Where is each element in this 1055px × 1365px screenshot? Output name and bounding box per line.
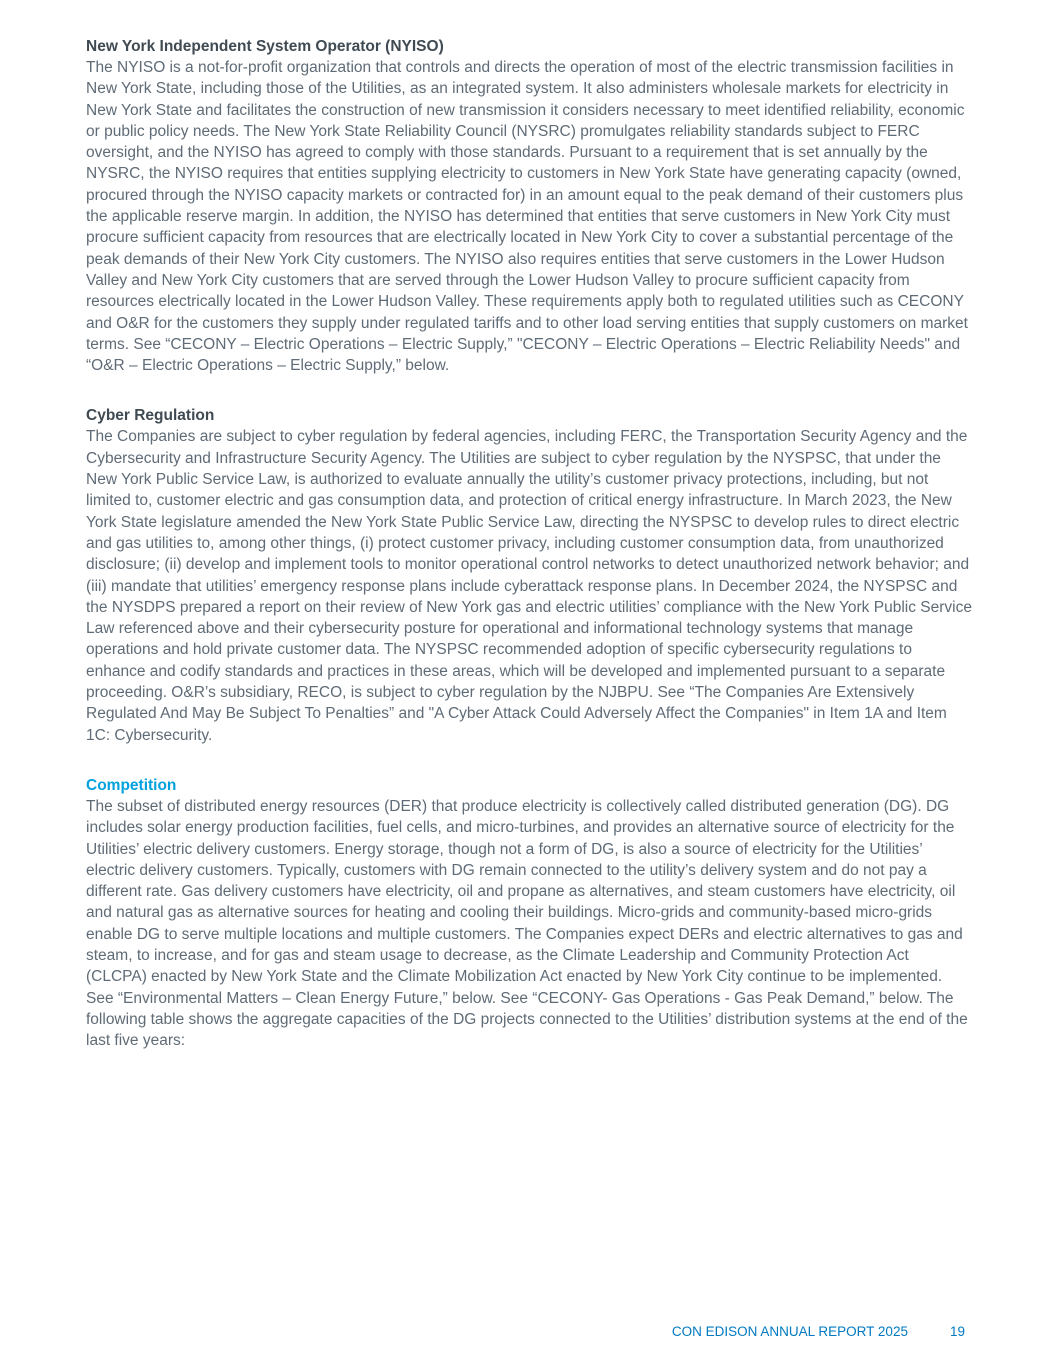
section-body-cyber-regulation: The Companies are subject to cyber regulation by federal agencies, including FERC, the Transportation Security Agency and the Cybersecurity and Infrastructure Security Agency. The Utilities are subject to cyber regulation by the NYSPSC, that under the New York Public Service Law, is authorized to evaluate annually the utility’s customer privacy protections, including, but not limited to, customer electric and gas consumption data, and protection of critical energy infrastructure. In March 2023, the New York State legislature amended the New York State Public Service Law, directing the NYSPSC to develop rules to direct electric and gas utilities to, among other things, (i) protect customer privacy, including customer consumption data, from unauthorized disclosure; (ii) develop and implement tools to monitor operational control networks to detect unauthorized network behavior; and (iii) mandate that utilities’ emergency response plans include cyberattack response plans. In December 2024, the NYSPSC and the NYSDPS prepared a report on their review of New York gas and electric utilities’ compliance with the New York Public Service Law referenced above and their cybersecurity posture for operational and informational technology systems that manage operations and hold private customer data. The NYSPSC recommended adoption of specific cybersecurity regulations to enhance and codify standards and practices in these areas, which will be developed and implemented pursuant to a separate proceeding. O&R’s subsidiary, RECO, is subject to cyber regulation by the NJBPU. See “The Companies Are Extensively Regulated And May Be Subject To Penalties” and "A Cyber Attack Could Adversely Affect the Companies" in Item 1A and Item 1C: Cybersecurity. [86, 428, 972, 744]
document-page [86, 36, 972, 1080]
page-number: 19 [949, 1324, 965, 1339]
section-body-competition: The subset of distributed energy resources (DER) that produce electricity is collectively called distributed generation (DG). DG includes solar energy production facilities, fuel cells, and micro-turbines, and provides an alternative source of electricity for the Utilities’ electric delivery customers. Energy storage, though not a form of DG, is also a source of electricity for the Utilities’ electric delivery customers. Typically, customers with DG remain connected to the utility’s delivery system and do not pay a different rate. Gas delivery customers have electricity, oil and propane as alternatives, and steam customers have electricity, oil and natural gas as alternative sources for heating and cooling their buildings. Micro-grids and community-based micro-grids enable DG to serve multiple locations and multiple customers. The Companies expect DERs and electric alternatives to gas and steam, to increase, and for gas and steam usage to decrease, as the Climate Leadership and Community Protection Act (CLCPA) enacted by New York State and the Climate Mobilization Act enacted by New York City continue to be implemented. See “Environmental Matters – Clean Energy Future,” below. See “CECONY- Gas Operations - Gas Peak Demand,” below. The following table shows the aggregate capacities of the DG projects connected to the Utilities’ distribution systems at the end of the last five years: [86, 797, 968, 1050]
section-heading-cyber-regulation: Cyber Regulation [86, 407, 215, 425]
section-heading-competition: Competition [86, 776, 177, 794]
report-title: CON EDISON ANNUAL REPORT 2025 [671, 1324, 908, 1339]
section-nyiso [86, 36, 972, 376]
section-heading-nyiso: New York Independent System Operator (NYISO) [86, 38, 444, 55]
section-body-nyiso: The NYISO is a not-for-profit organization that controls and directs the operation of most of the electric transmission facilities in New York State, including those of the Utilities, as an integrated system. It also administers wholesale markets for electricity in New York State and facilitates the construction of new transmission it considers necessary to meet identified reliability, economic or public policy needs. The New York State Reliability Council (NYSRC) promulgates reliability standards subject to FERC oversight, and the NYISO has agreed to comply with those standards. Pursuant to a requirement that is set annually by the NYSRC, the NYISO requires that entities supplying electricity to customers in New York State have generating capacity (owned, procured through the NYISO capacity markets or contracted for) in an amount equal to the peak demand of their customers plus the applicable reserve margin. In addition, the NYISO has determined that entities that serve customers in New York City must procure sufficient capacity from resources that are electrically located in New York City to cover a substantial percentage of the peak demands of their New York City customers. The NYISO also requires entities that serve customers in the Lower Hudson Valley and New York City customers that are served through the Lower Hudson Valley to procure sufficient capacity from resources electrically located in the Lower Hudson Valley. These requirements apply both to regulated utilities such as CECONY and O&R for the customers they supply under regulated tariffs and to other load serving entities that supply customers on market terms. See “CECONY – Electric Operations – Electric Supply,” "CECONY – Electric Operations – Electric Reliability Needs" and “O&R – Electric Operations – Electric Supply,” below. [86, 59, 968, 375]
page-footer [672, 1324, 965, 1339]
section-cyber-regulation [86, 405, 972, 745]
section-competition [86, 775, 972, 1052]
